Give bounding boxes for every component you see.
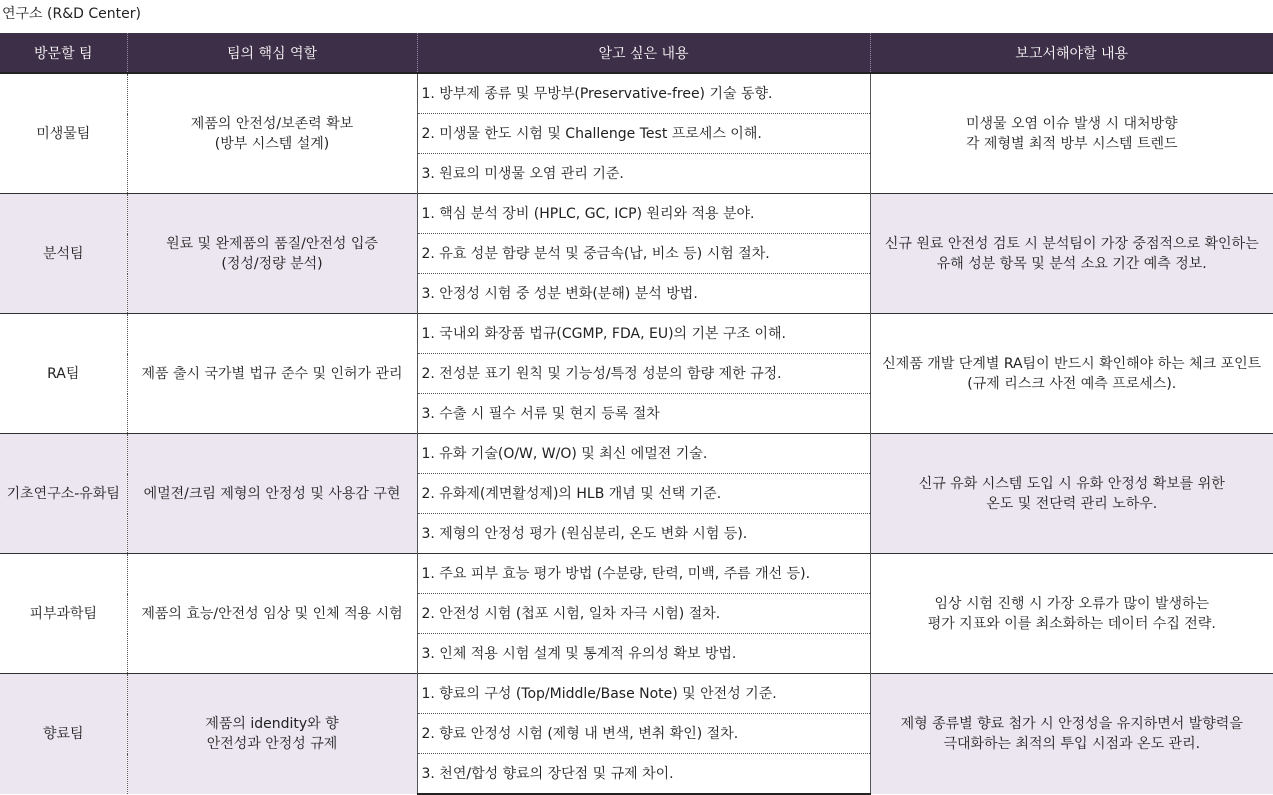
table-row [0,434,1273,474]
question-item: 3. 수출 시 필수 서류 및 현지 등록 절차 [417,394,870,434]
report-content [870,194,1273,314]
role-line: 에멀젼/크림 제형의 안정성 및 사용감 구현 [128,484,417,504]
team-role [127,73,417,194]
question-item: 3. 인체 적용 시험 설계 및 통계적 유의성 확보 방법. [417,634,870,674]
question-item: 1. 국내외 화장품 법규(CGMP, FDA, EU)의 기본 구조 이해. [417,314,870,354]
role-line: 제품의 idendity와 향 [128,714,417,734]
team-role [127,554,417,674]
team-name: 미생물팀 [0,73,127,194]
question-item: 3. 원료의 미생물 오염 관리 기준. [417,154,870,194]
table-row [0,194,1273,234]
report-content [870,554,1273,674]
role-line: 제품의 효능/안전성 임상 및 인체 적용 시험 [128,604,417,624]
header-questions: 알고 싶은 내용 [417,33,870,73]
team-name: 피부과학팀 [0,554,127,674]
question-item: 3. 안정성 시험 중 성분 변화(분해) 분석 방법. [417,274,870,314]
question-item: 2. 미생물 한도 시험 및 Challenge Test 프로세스 이해. [417,114,870,154]
table-body [0,73,1273,794]
report-line: 각 제형별 최적 방부 시스템 트렌드 [871,134,1273,154]
report-line: 신규 유화 시스템 도입 시 유화 안정성 확보를 위한 [871,474,1273,494]
role-line: 제품의 안전성/보존력 확보 [128,114,417,134]
report-line: 미생물 오염 이슈 발생 시 대처방향 [871,114,1273,134]
report-line: 신규 원료 안전성 검토 시 분석팀이 가장 중점적으로 확인하는 [871,234,1273,254]
header-report: 보고서해야할 내용 [870,33,1273,73]
team-role [127,194,417,314]
table-row [0,314,1273,354]
role-line: 원료 및 완제품의 품질/안전성 입증 [128,234,417,254]
question-item: 2. 유효 성분 함량 분석 및 중금속(납, 비소 등) 시험 절차. [417,234,870,274]
report-line: 유해 성분 항목 및 분석 소요 기간 예측 정보. [871,254,1273,274]
table-row [0,73,1273,114]
role-line: 제품 출시 국가별 법규 준수 및 인허가 관리 [128,364,417,384]
report-line: 온도 및 전단력 관리 노하우. [871,494,1273,514]
team-name: 기초연구소-유화팀 [0,434,127,554]
table-row [0,674,1273,714]
report-line: 극대화하는 최적의 투입 시점과 온도 관리. [871,734,1273,754]
report-line: 제형 종류별 향료 첨가 시 안정성을 유지하면서 발향력을 [871,714,1273,734]
report-content [870,434,1273,554]
report-line: 임상 시험 진행 시 가장 오류가 많이 발생하는 [871,594,1273,614]
role-line: (정성/정량 분석) [128,254,417,274]
report-content [870,314,1273,434]
team-role [127,314,417,434]
page-title: 연구소 (R&D Center) [2,4,141,24]
team-role [127,674,417,795]
question-item: 2. 안전성 시험 (첩포 시험, 일차 자극 시험) 절차. [417,594,870,634]
question-item: 2. 전성분 표기 원칙 및 기능성/특정 성분의 함량 제한 규정. [417,354,870,394]
question-item: 1. 유화 기술(O/W, W/O) 및 최신 에멀젼 기술. [417,434,870,474]
team-role [127,434,417,554]
question-item: 1. 향료의 구성 (Top/Middle/Base Note) 및 안전성 기준. [417,674,870,714]
header-role: 팀의 핵심 역할 [127,33,417,73]
table-row [0,554,1273,594]
question-item: 2. 향료 안정성 시험 (제형 내 변색, 변취 확인) 절차. [417,714,870,754]
question-item: 1. 핵심 분석 장비 (HPLC, GC, ICP) 원리와 적용 분야. [417,194,870,234]
role-line: 안전성과 안정성 규제 [128,734,417,754]
header-row [0,33,1273,73]
question-item: 3. 제형의 안정성 평가 (원심분리, 온도 변화 시험 등). [417,514,870,554]
team-name: RA팀 [0,314,127,434]
report-line: 신제품 개발 단계별 RA팀이 반드시 확인해야 하는 체크 포인트 [871,354,1273,374]
team-name: 분석팀 [0,194,127,314]
question-item: 1. 주요 피부 효능 평가 방법 (수분량, 탄력, 미백, 주름 개선 등). [417,554,870,594]
report-line: (규제 리스크 사전 예측 프로세스). [871,374,1273,394]
header-team: 방문할 팀 [0,33,127,73]
question-item: 3. 천연/합성 향료의 장단점 및 규제 차이. [417,754,870,795]
question-item: 1. 방부제 종류 및 무방부(Preservative-free) 기술 동향. [417,73,870,114]
report-content [870,73,1273,194]
report-content [870,674,1273,795]
role-line: (방부 시스템 설계) [128,134,417,154]
visit-plan-table [0,33,1273,795]
team-name: 향료팀 [0,674,127,795]
report-line: 평가 지표와 이를 최소화하는 데이터 수집 전략. [871,614,1273,634]
question-item: 2. 유화제(계면활성제)의 HLB 개념 및 선택 기준. [417,474,870,514]
